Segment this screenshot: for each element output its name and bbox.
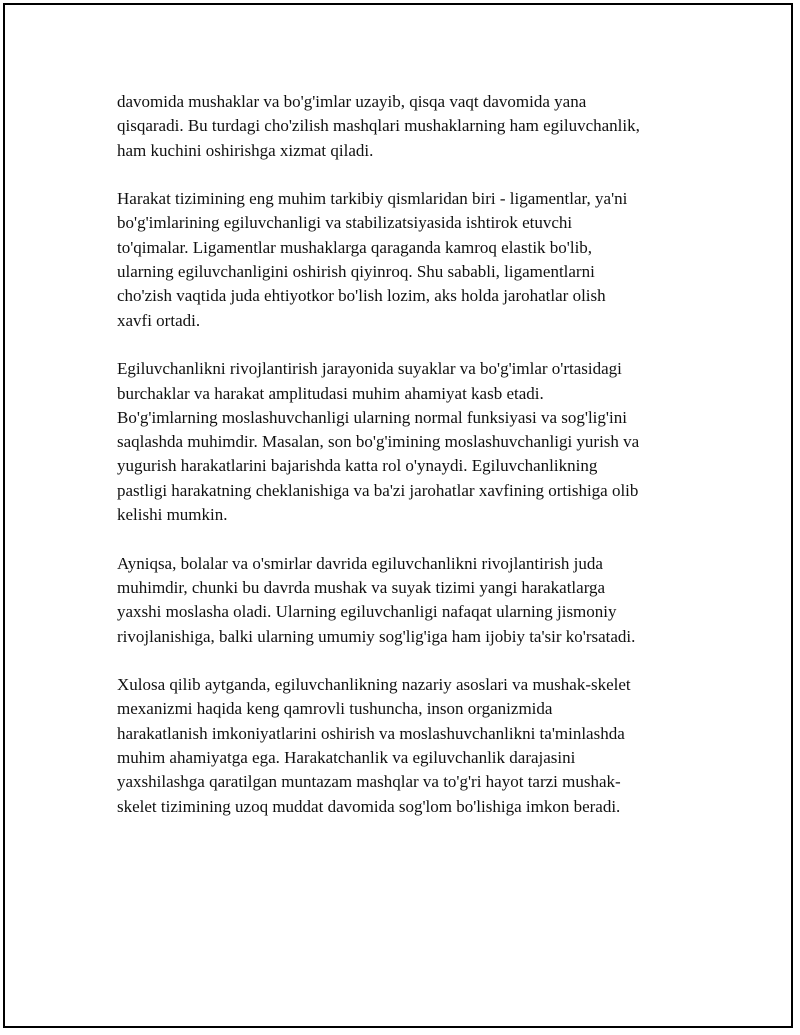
text-line: to'qimalar. Ligamentlar mushaklarga qaraganda kamroq elastik bo'lib, (117, 237, 593, 257)
text-line: bo'g'imlarining egiluvchanligi va stabilizatsiyasida ishtirok etuvchi (117, 213, 573, 233)
text-line: muhimdir, chunki bu davrda mushak va suyak tizimi yangi harakatlarga (117, 577, 606, 597)
document-body (117, 90, 707, 843)
text-line: ham kuchini oshirishga xizmat qiladi. (117, 140, 374, 160)
text-line: burchaklar va harakat amplitudasi muhim ahamiyat kasb etadi. (117, 383, 544, 403)
text-line: pastligi harakatning cheklanishiga va ba'zi jarohatlar xavfining ortishiga olib (117, 480, 639, 500)
text-line: yaxshi moslasha oladi. Ularning egiluvchanligi nafaqat ularning jismoniy (117, 602, 617, 622)
text-line: yaxshilashga qaratilgan muntazam mashqlar va to'g'ri hayot tarzi mushak- (117, 772, 621, 792)
text-line: xavfi ortadi. (117, 310, 201, 330)
paragraph-4 (117, 552, 707, 649)
text-line: cho'zish vaqtida juda ehtiyotkor bo'lish lozim, aks holda jarohatlar olish (117, 286, 606, 306)
text-line: qisqaradi. Bu turdagi cho'zilish mashqlari mushaklarning ham egiluvchanlik, (117, 116, 640, 136)
paragraph-5 (117, 673, 707, 819)
paragraph-2 (117, 187, 707, 333)
text-line: kelishi mumkin. (117, 505, 228, 525)
text-line: muhim ahamiyatga ega. Harakatchanlik va egiluvchanlik darajasini (117, 748, 576, 768)
text-line: Bo'g'imlarning moslashuvchanligi ularning normal funksiyasi va sog'lig'ini (117, 407, 627, 427)
text-line: rivojlanishiga, balki ularning umumiy sog'lig'iga ham ijobiy ta'sir ko'rsatadi. (117, 626, 636, 646)
text-line: davomida mushaklar va bo'g'imlar uzayib, qisqa vaqt davomida yana (117, 92, 587, 111)
text-line: mexanizmi haqida keng qamrovli tushuncha, inson organizmida (117, 699, 553, 719)
paragraph-1 (117, 90, 707, 163)
text-line: harakatlanish imkoniyatlarini oshirish va moslashuvchanlikni ta'minlashda (117, 723, 625, 743)
text-line: saqlashda muhimdir. Masalan, son bo'g'imining moslashuvchanligi yurish va (117, 432, 640, 452)
text-line: ularning egiluvchanligini oshirish qiyinroq. Shu sababli, ligamentlarni (117, 262, 595, 282)
text-line: Ayniqsa, bolalar va o'smirlar davrida egiluvchanlikni rivojlantirish juda (117, 553, 603, 573)
text-line: Xulosa qilib aytganda, egiluvchanlikning nazariy asoslari va mushak-skelet (117, 675, 631, 695)
paragraph-3 (117, 357, 707, 527)
text-line: Egiluvchanlikni rivojlantirish jarayonida suyaklar va bo'g'imlar o'rtasidagi (117, 359, 622, 379)
text-line: Harakat tizimining eng muhim tarkibiy qismlaridan biri - ligamentlar, ya'ni (117, 189, 628, 209)
text-line: skelet tizimining uzoq muddat davomida sog'lom bo'lishiga imkon beradi. (117, 796, 621, 816)
text-line: yugurish harakatlarini bajarishda katta rol o'ynaydi. Egiluvchanlikning (117, 456, 598, 476)
